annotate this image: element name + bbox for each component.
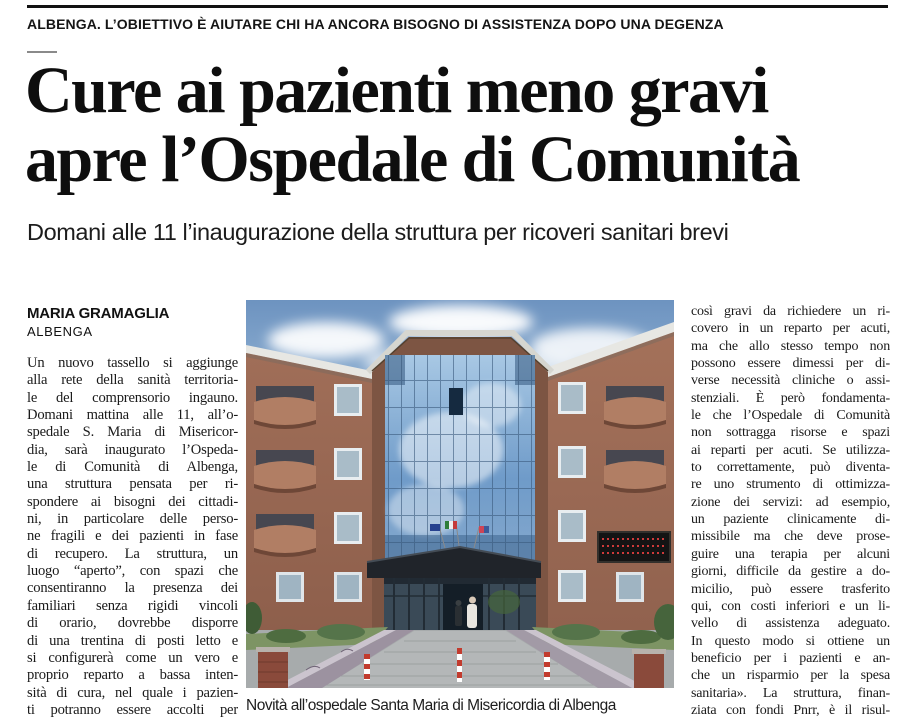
body-text-line: di orario, dovrebbe disporre bbox=[27, 615, 238, 632]
body-text-line: un paziente clinicamente di- bbox=[691, 512, 890, 528]
body-text-line: vello di assistenza adeguato. bbox=[691, 616, 890, 632]
left-column-text bbox=[27, 355, 238, 719]
body-text-line: verse necessità cliniche o assi- bbox=[691, 373, 890, 389]
byline bbox=[27, 305, 238, 339]
body-text-line: to correttamente, può diventa- bbox=[691, 460, 890, 476]
kicker: ALBENGA. L’OBIETTIVO È AIUTARE CHI HA ANCORA BISOGNO DI ASSISTENZA DOPO UNA DEGENZA bbox=[27, 16, 724, 32]
headline bbox=[25, 56, 885, 194]
hospital-photo bbox=[246, 300, 674, 688]
body-text-line: non sottragga risorse e spazi bbox=[691, 425, 890, 441]
body-text-line: ni, in particolare delle perso- bbox=[27, 511, 238, 528]
kicker-underline bbox=[27, 51, 57, 53]
body-text-line: possono essere dimessi per di- bbox=[691, 356, 890, 372]
body-text-line: di una trentina di posti letto e bbox=[27, 632, 238, 649]
body-text-line: ma che allo stesso tempo non bbox=[691, 338, 890, 354]
headline-line-2: apre l’Ospedale di Comunità bbox=[25, 123, 800, 196]
body-text-line: ti potranno essere accolti per bbox=[27, 701, 238, 718]
body-text-line: guire una terapia per alcuni bbox=[691, 546, 890, 562]
body-text-line: covero in un reparto per acuti, bbox=[691, 321, 890, 337]
body-text-line: re uno strumento di ottimizza- bbox=[691, 477, 890, 493]
body-text-line: beneficio per i pazienti e an- bbox=[691, 650, 890, 666]
body-text-line: che un risparmio per la spesa bbox=[691, 668, 890, 684]
body-text-line: qui, con costi inferiori e un li- bbox=[691, 598, 890, 614]
photo-caption: Novità all’ospedale Santa Maria di Misericordia di Albenga bbox=[246, 697, 616, 714]
author-location: ALBENGA bbox=[27, 324, 93, 339]
body-text-line: sanitaria». La struttura, finan- bbox=[691, 685, 890, 701]
body-text-line: spedale S. Maria di Misericor- bbox=[27, 424, 238, 441]
left-column bbox=[27, 305, 238, 719]
top-rule bbox=[27, 5, 888, 8]
right-column-text bbox=[691, 303, 890, 719]
hospital-photo-figure bbox=[246, 300, 674, 715]
body-text-line: Un nuovo tassello si aggiunge bbox=[27, 355, 238, 371]
right-column bbox=[691, 303, 890, 719]
body-text-line: di recupero. La struttura, un bbox=[27, 545, 238, 562]
body-text-line: dia, sarà inaugurato l’Ospeda- bbox=[27, 441, 238, 458]
body-text-line: alla rete della sanità territoria- bbox=[27, 372, 238, 389]
body-text-line: giorni, difficile da gestire a do- bbox=[691, 564, 890, 580]
headline-line-1: Cure ai pazienti meno gravi bbox=[25, 54, 768, 127]
body-text-line: luogo “aperto”, con spazi che bbox=[27, 563, 238, 580]
body-text-line: una struttura pensata per ri- bbox=[27, 476, 238, 493]
body-text-line: si configurerà come un vero e bbox=[27, 649, 238, 666]
body-text-line: le di Comunità di Albenga, bbox=[27, 459, 238, 476]
body-text-line: spondere ai bisogni dei cittadi- bbox=[27, 493, 238, 510]
body-text-line: ai reparti per acuti. Se utilizza- bbox=[691, 442, 890, 458]
body-text-line: Domani mattina alle 11, all’o- bbox=[27, 407, 238, 424]
body-text-line: stenziali. È però fondamenta- bbox=[691, 390, 890, 406]
author-name: MARIA GRAMAGLIA bbox=[27, 305, 170, 322]
body-text-line: ziata con fondi Pnrr, è il risul- bbox=[691, 702, 890, 718]
body-text-line: In questo modo si ottiene un bbox=[691, 633, 890, 649]
body-text-line: ne fragili e dei pazienti in fase bbox=[27, 528, 238, 545]
body-text-line: le che l’Ospedale di Comunità bbox=[691, 408, 890, 424]
body-text-line: proprio reparto a bassa inten- bbox=[27, 667, 238, 684]
deck: Domani alle 11 l’inaugurazione della struttura per ricoveri sanitari brevi bbox=[27, 219, 729, 245]
body-text-line: consentiranno la presenza dei bbox=[27, 580, 238, 597]
body-text-line: micilio, può essere trasferito bbox=[691, 581, 890, 597]
body-text-line: le del comprensorio ingauno. bbox=[27, 389, 238, 406]
body-text-line: zione dei servizi: ad esempio, bbox=[691, 494, 890, 510]
photo-entrance bbox=[367, 547, 541, 636]
body-text-line: sità di cura, nel quale i pazien- bbox=[27, 684, 238, 701]
body-text-line: familiari senza rigidi vincoli bbox=[27, 597, 238, 614]
body-text-line: così gravi da richiedere un ri- bbox=[691, 304, 890, 319]
body-text-line: missibile ma che deve prose- bbox=[691, 529, 890, 545]
